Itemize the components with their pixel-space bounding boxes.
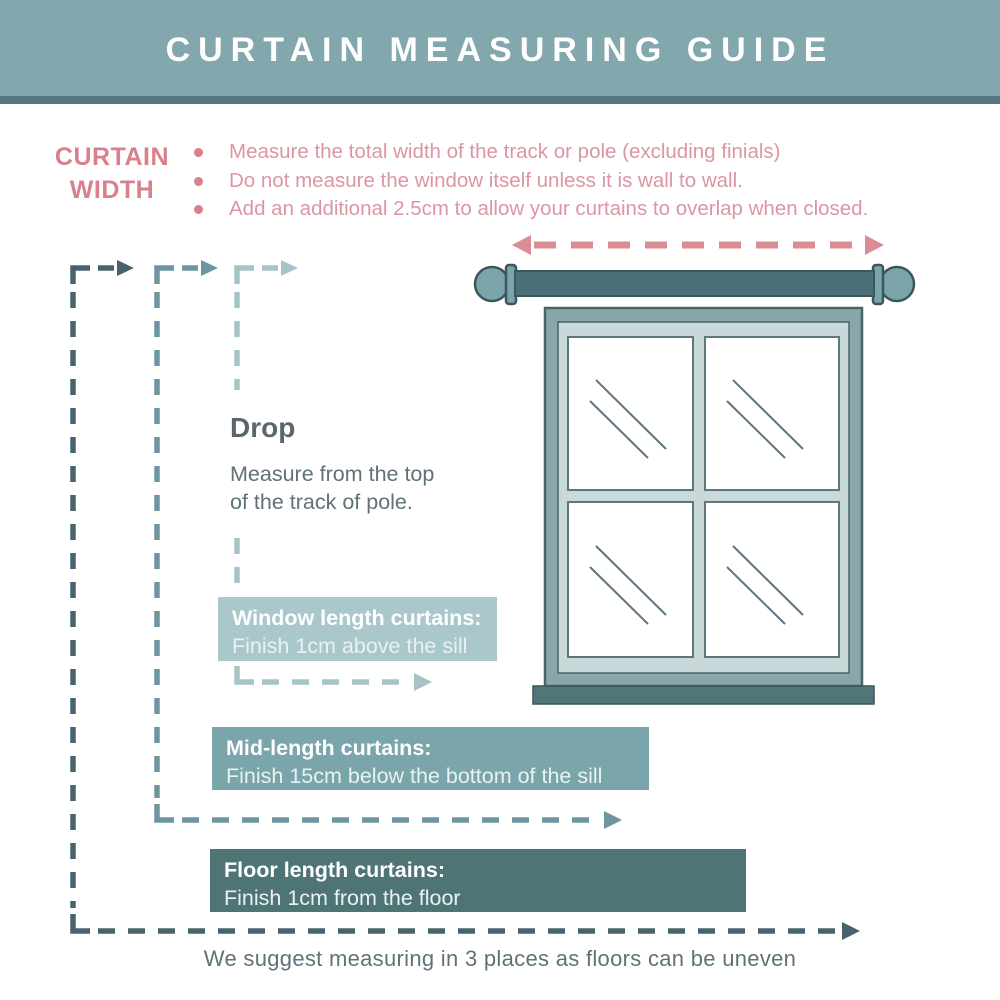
window-length-box [218, 597, 497, 661]
box-subtitle: Finish 1cm above the sill [232, 634, 468, 659]
pole-finial-left [475, 267, 509, 301]
bullet-text: Measure the total width of the track or pole (excluding finials) [229, 140, 781, 163]
box-subtitle: Finish 15cm below the bottom of the sill [226, 764, 603, 789]
window-pane [705, 337, 839, 490]
curtain-pole [475, 265, 914, 304]
window-illustration [533, 308, 874, 704]
pole-finial-right [880, 267, 914, 301]
window-sill [533, 686, 874, 704]
window-pane [705, 502, 839, 657]
pole-bar [515, 271, 874, 296]
page-title: CURTAIN MEASURING GUIDE [165, 30, 835, 69]
bullet-text: Do not measure the window itself unless it is wall to wall. [229, 168, 743, 192]
box-title: Window length curtains: [232, 606, 482, 630]
box-title: Mid-length curtains: [226, 736, 432, 760]
floor-length-box [210, 849, 746, 912]
box-title: Floor length curtains: [224, 858, 445, 882]
footer-note: We suggest measuring in 3 places as floors can be uneven [203, 946, 797, 971]
drop-description: Measure from the top of the track of pole. [230, 462, 435, 515]
bullet-text: Add an additional 2.5cm to allow your curtains to overlap when closed. [229, 197, 869, 221]
width-measure-arrow-icon [512, 235, 884, 255]
box-subtitle: Finish 1cm from the floor [224, 886, 461, 911]
mid-length-box [212, 727, 649, 790]
curtain-width-label: CURTAIN WIDTH [54, 143, 170, 204]
drop-heading: Drop [230, 412, 296, 443]
